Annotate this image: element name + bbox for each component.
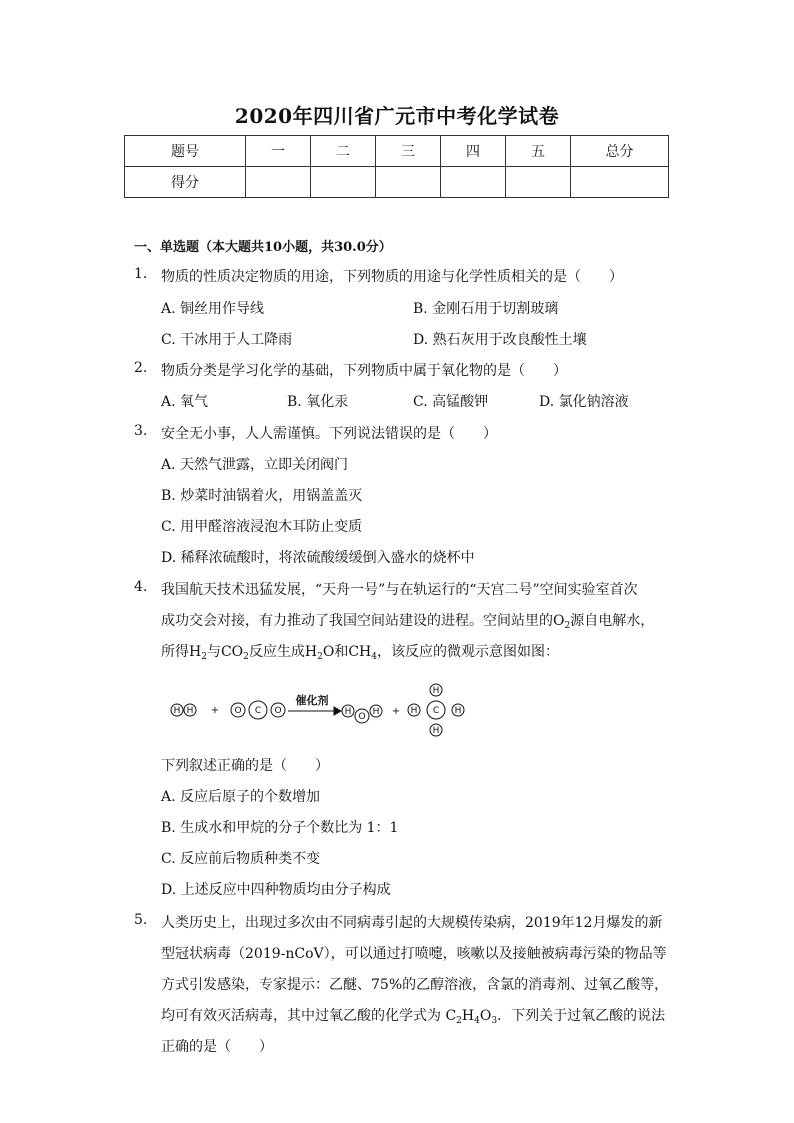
score-header-cell: 五 [506, 136, 571, 167]
question-stem-line: 人类历史上，出现过多次由不同病毒引起的大规模传染病，2019年12月爆发的新 [161, 915, 663, 931]
option-c[interactable]: C. 用甲醛溶液浸泡木耳防止变质 [161, 519, 363, 535]
score-header-cell: 总分 [571, 136, 669, 167]
score-table-row [125, 167, 669, 198]
question-number: 4. [134, 579, 148, 595]
score-header-cell: 二 [311, 136, 376, 167]
reaction-arrow [288, 693, 341, 715]
option-c[interactable]: C. 干冰用于人工降雨 [161, 332, 293, 348]
svg-text:H: H [432, 686, 440, 696]
question-number: 5. [134, 912, 148, 928]
svg-text:H: H [173, 706, 181, 716]
question-stem-line: 正确的是（ ） [161, 1039, 273, 1055]
option-a[interactable]: A. 氧气 [161, 394, 209, 410]
svg-text:H: H [372, 707, 380, 717]
option-c[interactable]: C. 反应前后物质种类不变 [161, 851, 321, 867]
option-b[interactable]: B. 金刚石用于切割玻璃 [413, 301, 559, 317]
score-cell[interactable] [246, 167, 311, 198]
option-d[interactable]: D. 氯化钠溶液 [539, 394, 629, 410]
svg-text:O: O [234, 706, 242, 716]
score-cell[interactable] [441, 167, 506, 198]
option-a[interactable]: A. 天然气泄露，立即关闭阀门 [161, 457, 349, 473]
score-table-header-row [125, 136, 669, 167]
score-header-cell: 三 [376, 136, 441, 167]
score-cell[interactable] [571, 167, 669, 198]
question-stem-line: 下列叙述正确的是（ ） [161, 758, 329, 774]
option-c[interactable]: C. 高锰酸钾 [413, 394, 489, 410]
score-cell[interactable] [506, 167, 571, 198]
score-cell[interactable] [311, 167, 376, 198]
option-d[interactable]: D. 上述反应中四种物质均由分子构成 [161, 882, 391, 898]
svg-text:H: H [454, 706, 462, 716]
question-stem-line: 方式引发感染，专家提示：乙醚、75%的乙醇溶液，含氯的消毒剂、过氧乙酸等， [161, 977, 669, 993]
score-row-label: 得分 [125, 167, 246, 198]
co2-molecule [231, 701, 285, 719]
question-stem: 物质分类是学习化学的基础，下列物质中属于氧化物的是（ ） [161, 363, 567, 379]
option-b[interactable]: B. 炒菜时油锅着火，用锅盖盖灭 [161, 488, 363, 504]
score-header-cell: 四 [441, 136, 506, 167]
svg-text:H: H [186, 706, 194, 716]
svg-text:C: C [432, 706, 440, 716]
score-cell[interactable] [376, 167, 441, 198]
svg-text:O: O [358, 712, 366, 722]
option-a[interactable]: A. 反应后原子的个数增加 [161, 789, 321, 805]
reaction-diagram [160, 680, 480, 740]
option-d[interactable]: D. 熟石灰用于改良酸性土壤 [413, 332, 587, 348]
plus-sign: + [391, 706, 401, 717]
catalyst-label: 催化剂 [295, 694, 329, 707]
h2o-molecule [342, 705, 382, 723]
option-b[interactable]: B. 生成水和甲烷的分子个数比为 1：1 [161, 820, 399, 836]
option-b[interactable]: B. 氧化汞 [287, 394, 349, 410]
ch4-molecule [408, 684, 464, 736]
option-a[interactable]: A. 铜丝用作导线 [161, 301, 265, 317]
question-number: 1. [134, 266, 148, 282]
section-heading: 一、单选题（本大题共10小题，共30.0分） [134, 240, 392, 255]
question-stem-line: 所得$H_2$与$CO_2$反应生成$H_2O$和$CH_4$，该反应的微观示意图如图： [161, 644, 559, 662]
question-stem-line: 成功交会对接，有力推动了我国空间站建设的进程。空间站里的$O_2$源自电解水， [161, 613, 655, 631]
option-d[interactable]: D. 稀释浓硫酸时，将浓硫酸缓缓倒入盛水的烧杯中 [161, 550, 475, 566]
question-stem: 物质的性质决定物质的用途，下列物质的用途与化学性质相关的是（ ） [161, 269, 623, 285]
question-stem: 安全无小事，人人需谨慎。下列说法错误的是（ ） [161, 426, 497, 442]
score-header-cell: 一 [246, 136, 311, 167]
question-number: 2. [134, 360, 148, 376]
svg-text:H: H [410, 706, 418, 716]
score-table [124, 135, 669, 198]
question-stem-line: 型冠状病毒（2019-nCoV），可以通过打喷嚏，咳嗽以及接触被病毒污染的物品等 [161, 946, 667, 962]
question-number: 3. [134, 423, 148, 439]
page-title: 2020年四川省广元市中考化学试卷 [234, 104, 560, 128]
svg-text:O: O [274, 706, 282, 716]
question-stem-line: 我国航天技术迅猛发展，“天舟一号”与在轨运行的“天宫二号”空间实验室首次 [161, 582, 638, 598]
score-header-cell: 题号 [125, 136, 246, 167]
svg-text:C: C [254, 706, 262, 716]
h2-molecule [171, 704, 196, 716]
question-stem-line: 均可有效灭活病毒，其中过氧乙酸的化学式为 $C_2H_4O_3$．下列关于过氧乙酸的说法 [161, 1008, 666, 1026]
svg-text:H: H [344, 707, 352, 717]
plus-sign: + [210, 705, 220, 716]
svg-text:H: H [432, 726, 440, 736]
